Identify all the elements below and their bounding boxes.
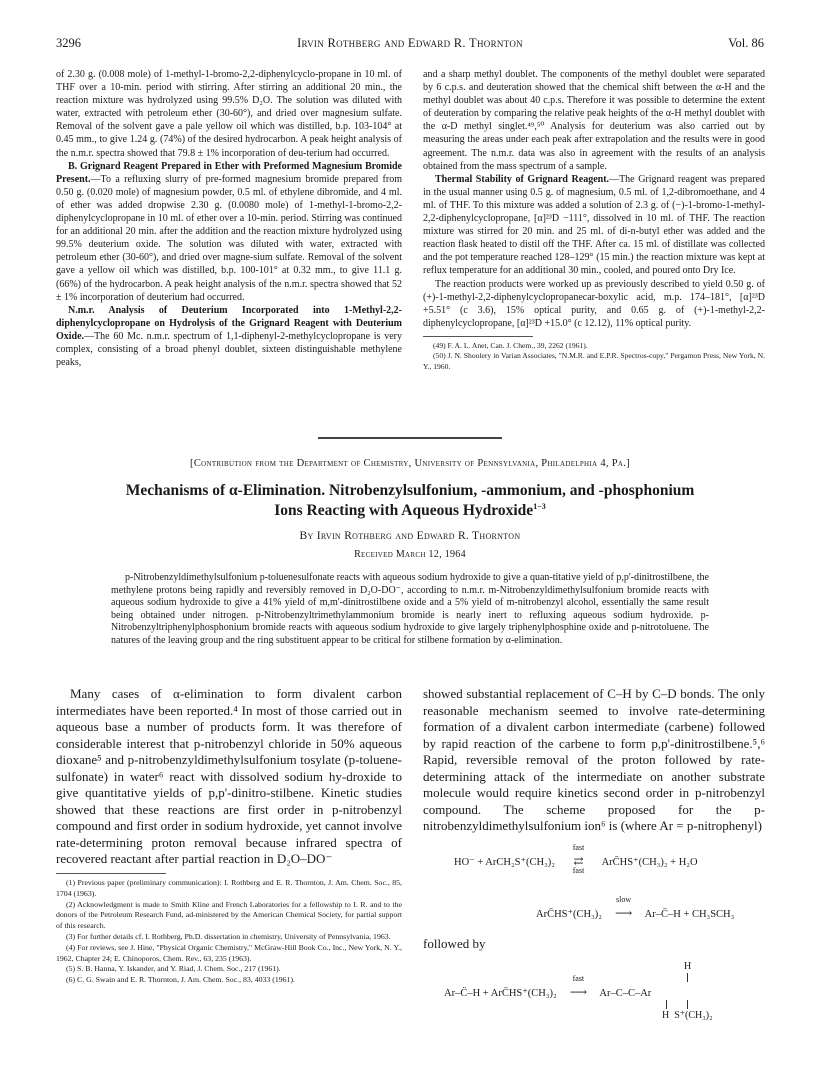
nmr-heading: N.m.r. Analysis of Deuterium Incorporated into 1-Methyl-2,2-diphenylcyclopropane on Hydrolysis of the Grignard Reagent with Deuterium Oxide. xyxy=(56,304,402,342)
right-footnotes xyxy=(423,341,765,373)
eq3-top-bond xyxy=(687,973,688,982)
eq1-arrow-glyph: ⇄ xyxy=(573,854,584,868)
footnote-2: (2) Acknowledgment is made to Smith Kline and French Laboratories for a fellowship to I. R. and to the donors of the Petroleum Research Fund, ad-ministered by the American Chemical Society, for partial support of this research. xyxy=(56,899,402,931)
abstract xyxy=(111,572,709,648)
footnote-49: (49) F. A. L. Anet, Can. J. Chem., 39, 2262 (1961). xyxy=(433,340,588,350)
footnote-3: (3) For further details cf. I. Rothberg, Ph.D. dissertation in chemistry, University of Pennsylvania, 1963. xyxy=(66,931,391,941)
body-left-paragraph: Many cases of α-elimination to form divalent carbon intermediates have been reported.⁴ In most of those carried out in aqueous base a number of products form. It was therefore of considerable interest that p-nitrobenzyl chloride in 50% aqueous dioxane⁵ and p-nitrobenzyldimethylsulfonium tosylate (p-toluene-sulfonate) in water⁶ react with dissolved sodium hy-droxide to give quantitative yields of p,p'-dinitro-stilbene. Kinetic studies showed that these reactions are first order in p-nitrobenzyl compound and first order in sodium hydroxide, yet cannot involve rate-determining proton removal because infrared spectra of recovered reactant after partial reaction in D₂O–DO⁻ xyxy=(56,686,402,866)
left-column-top xyxy=(56,68,402,369)
eq1-reactants: HO⁻ + ArCH₂S⁺(CH₃)₂ xyxy=(454,857,555,868)
left-paragraph-b xyxy=(56,160,402,304)
thermal-heading: Thermal Stability of Grignard Reagent. xyxy=(435,173,610,185)
right-column-top xyxy=(423,68,765,373)
right-paragraph-workup: The reaction products were worked up as previously described to yield 0.50 g. of (+)-1-methyl-2,2-diphenylcyclopropanecar-boxylic acid, m.p. 174–181°, [α]²³D +5.51° (c 3.6), 15% optical purity, and 0.65 g. of (+)-1-methyl-2,2-diphenylcyclopropane, [α]²³D +15.0° (c 12.12), 11% optical purity. xyxy=(423,278,765,329)
body-left-footnotes xyxy=(56,873,402,986)
eq3-arrow-glyph: ⟶ xyxy=(569,985,587,999)
eq3-reactants: Ar–C̈–H + ArC̄HS⁺(CH₃)₂ xyxy=(444,988,557,999)
thermal-text: —The Grignard reagent was prepared in the usual manner using 0.5 g. of magnesium, 0.5 ml. of 1,2-dibromoethane, and 4 ml. of THF. To this mixture was added a solution of 2.3 g. of (−)-1-bromo-1-methyl-2,2-diphenylcyclopropane, [α]²³D −111°, dissolved in 10 ml. of THF. The reaction mixture was stirred for 20 min. and 25 ml. of di-n-butyl ether was added and the reaction flask heated to distil off the THF. After ca. 15 ml. of distillate was collected and the pot temperature reached 128–129° (15 min.) the reaction mixture was kept at reflux temperature for an additional 30 min., cooled, and poured onto Dry Ice. xyxy=(423,173,765,277)
abstract-text: p-Nitrobenzyldimethylsulfonium p-toluenesulfonate reacts with aqueous sodium hydroxide to give a quan-titative yield of p,p'-dinitrostilbene, the methylene protons being rapidly and reversibly removed in D₂O-DO⁻, according to n.m.r. m-Nitrobenzyldimethylsulfonium bromide reacts with aqueous sodium hydroxide to give a 41% yield of m,m'-dinitrostilbene oxide and a 5% yield of m-nitrobenzyl alcohol, essentially the same result being obtained under nitrogen. p-Nitrobenzyltrimethylammonium bromide is nearly inert to refluxing aqueous sodium hydroxide. p-Nitrobenzyltriphenylphosphonium bromide reacts with aqueous sodium hydroxide to give largely triphenylphosphine oxide and p-nitrotoluene. The natures of the leaving group and the ring substituent appear to be critical for stilbene formation by α-elimination. xyxy=(111,572,709,646)
footnote-4: (4) For reviews, see J. Hine, "Physical Organic Chemistry," McGraw-Hill Book Co., Inc., New York, N. Y., 1962, Chapter 24; E. Chinoporos, Chem. Rev., 63, 235 (1963). xyxy=(56,942,402,963)
footnote-6: (6) C. G. Swain and E. R. Thornton, J. Am. Chem. Soc., 83, 4033 (1961). xyxy=(66,975,295,985)
followed-by: followed by xyxy=(423,936,486,951)
volume-label: Vol. 86 xyxy=(728,36,764,50)
received-date: Received March 12, 1964 xyxy=(354,549,466,560)
nmr-text: —The 60 Mc. n.m.r. spectrum of 1,1-diphenyl-2-methylcyclopropane is very complex, consisting of a broad phenyl doublet, sixteen distinguishable methylene peaks, xyxy=(56,330,402,369)
footnote-50: (50) J. N. Shoolery in Varian Associates, "N.M.R. and E.P.R. Spectros-copy," Pergamon Press, New York, N. Y., 1960. xyxy=(423,351,765,372)
eq3-arrow-label: fast xyxy=(572,974,585,983)
eq3-product: Ar–C–C–Ar xyxy=(599,988,652,999)
eq1-arrow-label-top: fast xyxy=(572,843,585,852)
running-head: Irvin Rothberg and Edward R. Thornton xyxy=(297,36,523,50)
footnote-1: (1) Previous paper (preliminary communication): I. Rothberg and E. R. Thornton, J. Am. Chem. Soc., 85, 1704 (1963). xyxy=(56,878,402,898)
article-title-line-2 xyxy=(0,502,820,520)
eq3-bottom-bond-2 xyxy=(687,1000,688,1009)
eq1-arrow-label-bottom: fast xyxy=(572,866,585,875)
eq2-reactants: ArC̄HS⁺(CH₃)₂ xyxy=(536,909,602,920)
equation-1 xyxy=(454,843,698,875)
eq2-arrow-glyph: ⟶ xyxy=(614,906,633,920)
equation-3 xyxy=(444,974,652,1000)
byline: By Irvin Rothberg and Edward R. Thornton xyxy=(299,530,521,542)
eq1-equilibrium-arrow xyxy=(561,843,597,875)
footnote-5: (5) S. B. Hanna, Y. Iskander, and Y. Riad, J. Chem. Soc., 217 (1961). xyxy=(66,964,281,974)
right-paragraph-thermal xyxy=(423,173,765,278)
eq3-top-h: H xyxy=(684,961,692,972)
article-title-text: Ions Reacting with Aqueous Hydroxide xyxy=(274,502,534,520)
eq3-arrow xyxy=(562,974,594,1000)
body-right-paragraph: showed substantial replacement of C–H by C–D bonds. The only reasonable mechanism seemed to involve rate-determining formation of a divalent carbon intermediate (carbene) followed by rapid reaction of the carbene to form p,p'-dinitrostilbene.⁵,⁶ Rapid, reversible removal of the proton followed by rate-determining attack of the intermediate on another substrate molecule would require kinetics second order in p-nitrobenzyl compound. The scheme proposed for the p-nitrobenzyldimethylsulfonium ion⁶ is (where Ar = p-nitrophenyl) xyxy=(423,686,765,833)
page-number: 3296 xyxy=(56,36,81,50)
eq2-arrow xyxy=(608,895,640,921)
footnote-divider-2 xyxy=(56,873,166,874)
left-paragraph-nmr xyxy=(56,304,402,369)
equation-2 xyxy=(536,895,735,921)
section-b-text: —To a refluxing slurry of pre-formed magnesium bromide prepared from 0.50 g. (0.020 mole) of magnesium powder, 0.5 ml. of ethylene dibromide, and 4 ml. of ether was added dropwise 2.30 g. (0.0080 mole) of 1-methyl-1-bromo-2,2-diphenylcyclopropane in 10 ml. of ether over a 10-min. period. Stirring was continued for an additional 20 min. after the addition and the reaction mixture hydrolyzed using 99.5% deuterium oxide. The solution was diluted with water, extracted with petroleum ether (30-60°), and dried over magne-sium sulfate. Removal of the solvent gave a yellow oil which was distilled, b.p. 100-101° at 0.32 mm., to give 11.1 g. (66%) of the hydrocarbon. A peak height analysis of the n.m.r. spectra showed that 52 ± 1% incorporation of deuterium had occurred. xyxy=(56,173,402,303)
eq2-products: Ar–C̈–H + CH₃SCH₃ xyxy=(644,909,735,920)
left-paragraph-1: of 2.30 g. (0.008 mole) of 1-methyl-1-bromo-2,2-diphenylcyclo-propane in 10 ml. of THF over a 10-min. period with stirring. After stirring an additional 20 min., the reaction mixture was hydrolyzed using 99.5% D₂O. The solution was diluted with water, extracted with petroleum ether (30-60°), and dried over magnesium sulfate. Removal of the solvent gave a pale yellow oil which was distilled, b.p. 103-104° at 0.45 mm., to give 1.24 g. (74%) of the desired hydrocarbon. A peak height analysis of the n.m.r. spectra showed that 79.8 ± 1% incorporation of deu-terium had occurred. xyxy=(56,69,402,159)
right-paragraph-1: and a sharp methyl doublet. The components of the methyl doublet were separated by 6 c.p.s. and deuteration showed that the chemical shift between the α-H and the methyl doublet was about 40 c.p.s. Therefore it was possible to determine the extent of deuteration by comparing the relative peak heights of the α-H methyl doublet with the α-D methyl singlet.⁴⁹,⁵⁰ Analysis for deuterium was also carried out by measuring the areas under each peak after extrapolation and the results were in good agreement. The n.m.r. data was also in agreement with the results of an analysis obtained from the mass spectrum of a sample. xyxy=(423,69,765,172)
footnote-divider xyxy=(423,336,533,337)
section-b-heading: B. Grignard Reagent Prepared in Ether with Preformed Magnesium Bromide Present. xyxy=(56,160,402,185)
eq3-bottom-bond-1 xyxy=(666,1000,667,1009)
article-title-line-1: Mechanisms of α-Elimination. Nitrobenzylsulfonium, -ammonium, and -phosphonium xyxy=(125,482,695,499)
eq2-arrow-label: slow xyxy=(616,895,632,904)
contribution-line: [Contribution from the Department of Chemistry, University of Pennsylvania, Philadelphia 4, Pa.] xyxy=(190,458,630,469)
eq1-products: ArC̄HS⁺(CH₃)₂ + H₂O xyxy=(601,857,698,868)
section-separator xyxy=(318,437,502,439)
title-footnote-marks: 1−3 xyxy=(533,502,546,511)
eq3-bottom-substituents: H S⁺(CH₃)₂ xyxy=(662,1010,713,1021)
